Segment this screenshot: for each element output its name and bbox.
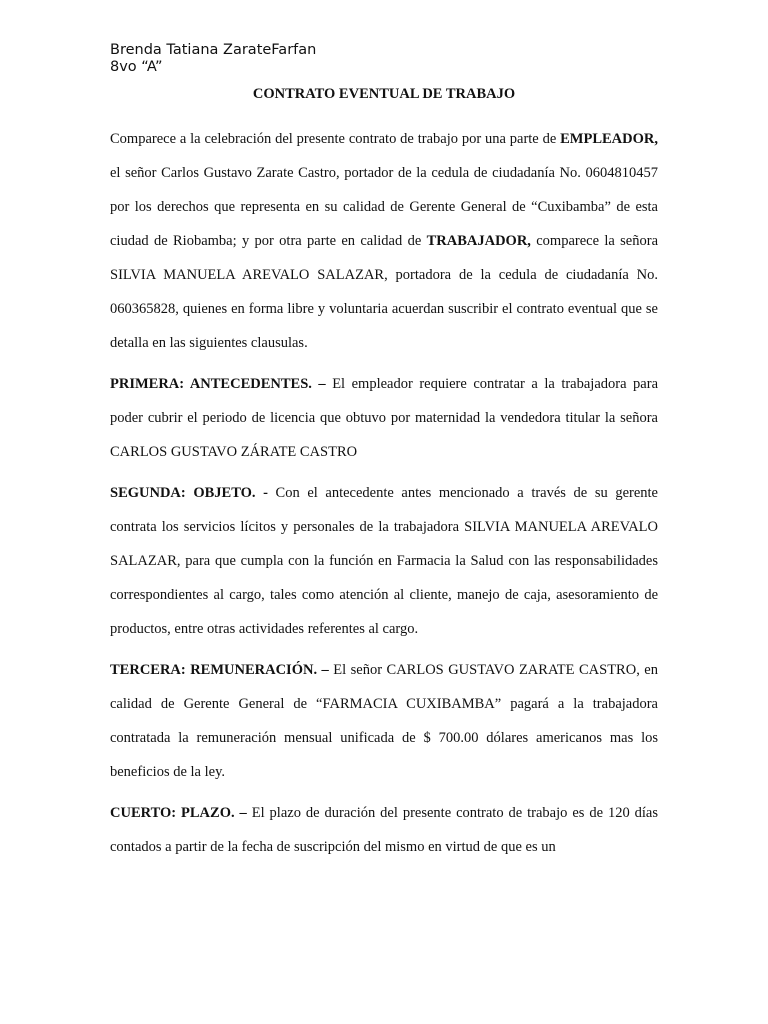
intro-paragraph — [110, 122, 658, 360]
document-title: CONTRATO EVENTUAL DE TRABAJO — [252, 86, 516, 102]
clause-text: El plazo de duración del presente contrato de trabajo es de 120 días contados a partir de la fecha de suscripción del mismo en virtud de que es un — [110, 805, 659, 855]
document-page — [110, 42, 658, 864]
intro-text-1: Comparece a la celebración del presente contrato de trabajo por una parte de — [110, 131, 561, 147]
author-name: Brenda Tatiana ZarateFarfan — [110, 42, 317, 58]
clause-cuarto — [110, 796, 658, 864]
employer-label: EMPLEADOR, — [560, 131, 658, 147]
clause-text: El empleador requiere contratar a la trabajadora para poder cubrir el periodo de licencia que obtuvo por maternidad la vendedora titular la señora CARLOS GUSTAVO ZÁRATE CASTRO — [110, 376, 658, 460]
author-group: 8vo “A” — [110, 59, 163, 75]
intro-text-2: el señor Carlos Gustavo Zarate Castro, portador de la cedula de ciudadanía No. 0604810457 por los derechos que representa en su calidad de Gerente General de “Cuxibamba” de esta ciudad de Riobamba; y por otra parte en calidad de — [110, 165, 658, 249]
clause-text: El señor CARLOS GUSTAVO ZARATE CASTRO, en calidad de Gerente General de “FARMACIA CUXIBAMBA” pagará a la trabajadora contratada la remuneración mensual unificada de $ 700.00 dólares americanos mas los beneficios de la ley. — [110, 662, 658, 780]
clause-segunda — [110, 476, 658, 646]
clause-heading: SEGUNDA: OBJETO. - — [110, 485, 268, 501]
worker-label: TRABAJADOR, — [426, 233, 531, 249]
clause-heading: CUERTO: PLAZO. – — [110, 805, 247, 821]
clause-heading: TERCERA: REMUNERACIÓN. – — [110, 662, 329, 678]
intro-text-3: comparece la señora SILVIA MANUELA AREVALO SALAZAR, portadora de la cedula de ciudadanía No. 060365828, quienes en forma libre y voluntaria acuerdan suscribir el contrato eventual que se detalla en las siguientes clausulas. — [110, 233, 658, 351]
clause-text: Con el antecedente antes mencionado a través de su gerente contrata los servicios lícitos y personales de la trabajadora SILVIA MANUELA AREVALO SALAZAR, para que cumpla con la función en Farmacia la Salud con las responsabilidades correspondientes al cargo, tales como atención al cliente, manejo de caja, asesoramiento de productos, entre otras actividades referentes al cargo. — [110, 485, 658, 637]
clause-tercera — [110, 653, 658, 789]
clause-primera — [110, 367, 658, 469]
clause-heading: PRIMERA: ANTECEDENTES. – — [110, 376, 326, 392]
